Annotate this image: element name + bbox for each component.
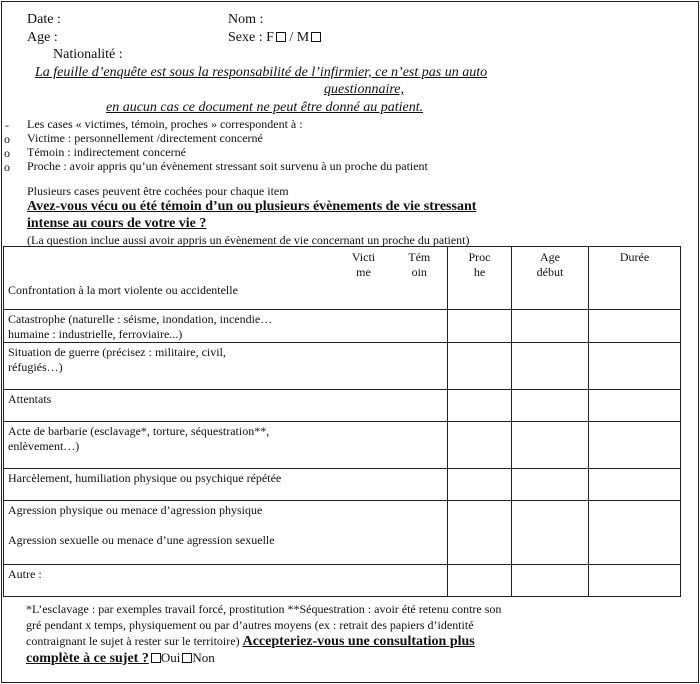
table-row [4, 390, 681, 422]
sexe-m-label: M [296, 30, 310, 45]
table-row [4, 310, 681, 343]
legend-item-temoin: Témoin : indirectement concerné [27, 145, 186, 159]
proche-cell[interactable] [448, 501, 512, 565]
table-header-row [4, 247, 681, 310]
proche-cell[interactable] [448, 310, 512, 343]
oui-checkbox[interactable] [151, 653, 161, 663]
duree-cell[interactable] [589, 310, 681, 343]
col-proche-header: Proc he [448, 247, 512, 310]
proche-cell[interactable] [448, 565, 512, 597]
row-label-cell: Autre : [4, 565, 448, 597]
legend-item-proche: Proche : avoir appris qu’un évènement stressant soit survenu à un proche du patient [27, 159, 428, 173]
proche-cell[interactable] [448, 390, 512, 422]
legend-intro-text: Les cases « victimes, témoin, proches » correspondent à : [27, 117, 303, 131]
duree-cell[interactable] [589, 390, 681, 422]
table-row [4, 343, 681, 390]
footer-note [26, 601, 546, 667]
row-label-cell: Agression physique ou menace d’agression physique Agression sexuelle ou menace d’une agression sexuelle [4, 501, 448, 565]
date-label: Date : [27, 12, 61, 27]
nom-label: Nom : [228, 12, 264, 27]
sexe-separator: / [289, 30, 294, 45]
duree-cell[interactable] [589, 501, 681, 565]
row-label-cell: Catastrophe (naturelle : séisme, inondation, incendie… humaine : industrielle, ferroviaire...) [4, 310, 448, 343]
age-cell[interactable] [512, 501, 589, 565]
row-label-cell: Attentats [4, 390, 448, 422]
sexe-f-label: F [266, 30, 274, 45]
table-row [4, 422, 681, 469]
notice-line-3: en aucun cas ce document ne peut être donné au patient. [106, 100, 424, 115]
legend-circle-bullet: o [4, 160, 10, 174]
col-duree-header: Durée [589, 247, 681, 310]
footer-line-1: *L’esclavage : par exemples travail forcé, prostitution **Séquestration : avoir été retenu contre son [26, 602, 502, 616]
age-cell[interactable] [512, 390, 589, 422]
col-age-header: Age début [512, 247, 589, 310]
table-row [4, 565, 681, 597]
footer-line-4 [26, 650, 546, 667]
row-label-cell: Harcèlement, humiliation physique ou psychique répétée [4, 469, 448, 501]
nationalite-label: Nationalité : [53, 47, 123, 62]
notice-line-1: La feuille d’enquête est sous la responsabilité de l’infirmier, ce n’est pas un auto [35, 65, 488, 80]
table-row [4, 501, 681, 565]
legend-circle-bullet: o [4, 146, 10, 160]
row-label-cell: Situation de guerre (précisez : militaire, civil, réfugiés…) [4, 343, 448, 390]
age-label: Age : [27, 30, 58, 45]
age-cell[interactable] [512, 343, 589, 390]
notice-line-2: questionnaire, [324, 82, 404, 97]
age-cell[interactable] [512, 422, 589, 469]
duree-cell[interactable] [589, 469, 681, 501]
row-label-cell [4, 247, 336, 310]
legend-circle-bullet: o [4, 132, 10, 146]
non-label: Non [192, 650, 215, 665]
consultation-question: Accepteriez-vous une consultation plus [242, 634, 475, 649]
table-row [4, 469, 681, 501]
row-label: Confrontation à la mort violente ou accidentelle [8, 283, 238, 297]
legend-item-victime: Victime : personnellement /directement concerné [27, 131, 263, 145]
oui-label: Oui [160, 650, 181, 665]
legend-dash-bullet: - [5, 118, 9, 132]
age-cell[interactable] [512, 310, 589, 343]
footer-line-3 [26, 633, 546, 650]
sexe-field [228, 31, 321, 45]
duree-cell[interactable] [589, 565, 681, 597]
footer-line-3-text: contraignant le sujet à rester sur le territoire) [26, 634, 240, 648]
question-note: (La question inclue aussi avoir appris un évènement de vie concernant un proche du patient) [27, 233, 470, 247]
age-cell[interactable] [512, 469, 589, 501]
row-label-cell: Acte de barbarie (esclavage*, torture, séquestration**, enlèvement…) [4, 422, 448, 469]
question-line-2: intense au cours de votre vie ? [27, 216, 207, 231]
sexe-f-checkbox[interactable] [276, 32, 286, 42]
events-table [3, 246, 681, 597]
legend-multi-note: Plusieurs cases peuvent être cochées pour chaque item [27, 184, 289, 198]
proche-cell[interactable] [448, 469, 512, 501]
sexe-m-checkbox[interactable] [311, 32, 321, 42]
sexe-label: Sexe : [228, 30, 263, 45]
consultation-question-end: complète à ce sujet ? [26, 651, 149, 666]
footer-line-2: gré pendant x temps, physiquement ou par d’autres moyens (ex : retrait des papiers d’identité [26, 618, 474, 632]
col-temoin-header: Tém oin [392, 247, 448, 310]
proche-cell[interactable] [448, 422, 512, 469]
non-checkbox[interactable] [182, 653, 192, 663]
question-line-1: Avez-vous vécu ou été témoin d’un ou plusieurs évènements de vie stressant [27, 199, 477, 214]
age-cell[interactable] [512, 565, 589, 597]
proche-cell[interactable] [448, 343, 512, 390]
duree-cell[interactable] [589, 343, 681, 390]
duree-cell[interactable] [589, 422, 681, 469]
col-victime-header: Victi me [336, 247, 392, 310]
